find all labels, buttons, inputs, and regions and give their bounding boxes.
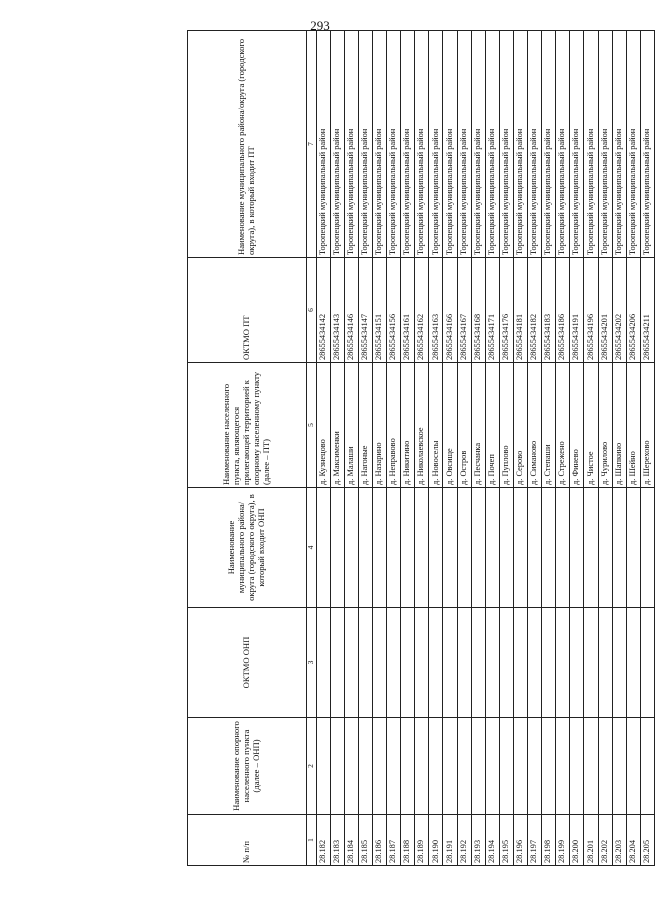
- row-number-cell: 28.201: [584, 815, 598, 866]
- header-onp-district: Наименование муниципального района/округа (городского округа), в который входит ОНП: [188, 488, 307, 608]
- onp-name-cell: [556, 718, 570, 815]
- pt-oktmo-cell: 28655434163: [429, 258, 443, 363]
- onp-oktmo-cell: [528, 608, 542, 718]
- pt-name-cell: д. Пуплово: [499, 363, 513, 488]
- row-number-cell: 28.197: [528, 815, 542, 866]
- onp-name-cell: [330, 718, 344, 815]
- pt-district-cell: Торопецкий муниципальный район: [584, 31, 598, 258]
- pt-name-cell: д. Нагоные: [358, 363, 372, 488]
- pt-district-cell: Торопецкий муниципальный район: [443, 31, 457, 258]
- onp-district-cell: [415, 488, 429, 608]
- pt-name-cell: д. Николаевское: [415, 363, 429, 488]
- table-row: [471, 31, 485, 866]
- header-pt-district: Наименование муниципального района/округа (городского округа), в который входит ПТ: [188, 31, 307, 258]
- row-number-cell: 28.190: [429, 815, 443, 866]
- pt-oktmo-cell: 28655434211: [640, 258, 654, 363]
- pt-name-cell: д. Серово: [513, 363, 527, 488]
- pt-oktmo-cell: 28655434166: [443, 258, 457, 363]
- row-number-cell: 28.182: [316, 815, 330, 866]
- pt-name-cell: д. Шерехово: [640, 363, 654, 488]
- pt-name-cell: д. Овсище: [443, 363, 457, 488]
- onp-name-cell: [542, 718, 556, 815]
- pt-name-cell: д. Чурилово: [598, 363, 612, 488]
- column-number-row: [307, 31, 317, 866]
- onp-district-cell: [485, 488, 499, 608]
- table-row: [401, 31, 415, 866]
- onp-district-cell: [358, 488, 372, 608]
- onp-district-cell: [626, 488, 640, 608]
- pt-oktmo-cell: 28655434146: [344, 258, 358, 363]
- pt-oktmo-cell: 28655434147: [358, 258, 372, 363]
- table-row: [344, 31, 358, 866]
- row-number-cell: 28.196: [513, 815, 527, 866]
- table-row: [485, 31, 499, 866]
- onp-district-cell: [373, 488, 387, 608]
- pt-name-cell: д. Неправово: [387, 363, 401, 488]
- column-number: 3: [307, 608, 317, 718]
- table-header-row: [188, 31, 307, 866]
- onp-district-cell: [499, 488, 513, 608]
- table-row: [373, 31, 387, 866]
- onp-oktmo-cell: [316, 608, 330, 718]
- onp-name-cell: [598, 718, 612, 815]
- pt-name-cell: д. Степаши: [542, 363, 556, 488]
- onp-district-cell: [457, 488, 471, 608]
- onp-name-cell: [584, 718, 598, 815]
- table-row: [626, 31, 640, 866]
- table-row: [316, 31, 330, 866]
- onp-oktmo-cell: [542, 608, 556, 718]
- onp-name-cell: [626, 718, 640, 815]
- pt-district-cell: Торопецкий муниципальный район: [358, 31, 372, 258]
- onp-name-cell: [485, 718, 499, 815]
- settlements-table: [187, 30, 655, 866]
- onp-district-cell: [598, 488, 612, 608]
- onp-name-cell: [528, 718, 542, 815]
- row-number-cell: 28.191: [443, 815, 457, 866]
- column-number: 7: [307, 31, 317, 258]
- pt-name-cell: д. Новоселы: [429, 363, 443, 488]
- table-row: [443, 31, 457, 866]
- onp-name-cell: [640, 718, 654, 815]
- header-pt-oktmo: ОКТМО ПТ: [188, 258, 307, 363]
- table-row: [542, 31, 556, 866]
- pt-oktmo-cell: 28655434156: [387, 258, 401, 363]
- onp-name-cell: [415, 718, 429, 815]
- pt-district-cell: Торопецкий муниципальный район: [415, 31, 429, 258]
- onp-oktmo-cell: [429, 608, 443, 718]
- onp-name-cell: [612, 718, 626, 815]
- pt-oktmo-cell: 28655434171: [485, 258, 499, 363]
- header-pt-name: Наименование населенного пункта, являющегося прилегающей территорией к опорному населенному пункту (далее – ПТ): [188, 363, 307, 488]
- pt-district-cell: Торопецкий муниципальный район: [471, 31, 485, 258]
- pt-oktmo-cell: 28655434196: [584, 258, 598, 363]
- pt-oktmo-cell: 28655434181: [513, 258, 527, 363]
- onp-district-cell: [556, 488, 570, 608]
- row-number-cell: 28.192: [457, 815, 471, 866]
- pt-district-cell: Торопецкий муниципальный район: [485, 31, 499, 258]
- column-number: 5: [307, 363, 317, 488]
- onp-oktmo-cell: [373, 608, 387, 718]
- table-row: [612, 31, 626, 866]
- onp-name-cell: [471, 718, 485, 815]
- table-row: [556, 31, 570, 866]
- pt-name-cell: д. Чистое: [584, 363, 598, 488]
- pt-district-cell: Торопецкий муниципальный район: [330, 31, 344, 258]
- pt-name-cell: д. Максименки: [330, 363, 344, 488]
- table-row: [640, 31, 654, 866]
- row-number-cell: 28.199: [556, 815, 570, 866]
- column-number: 2: [307, 718, 317, 815]
- table-row: [429, 31, 443, 866]
- onp-oktmo-cell: [401, 608, 415, 718]
- table-row: [457, 31, 471, 866]
- pt-oktmo-cell: 28655434142: [316, 258, 330, 363]
- header-onp-name: Наименование опорного населенного пункта (далее – ОНП): [188, 718, 307, 815]
- onp-district-cell: [429, 488, 443, 608]
- pt-oktmo-cell: 28655434176: [499, 258, 513, 363]
- column-number: 4: [307, 488, 317, 608]
- row-number-cell: 28.183: [330, 815, 344, 866]
- onp-name-cell: [499, 718, 513, 815]
- pt-district-cell: Торопецкий муниципальный район: [640, 31, 654, 258]
- pt-name-cell: д. Песчанка: [471, 363, 485, 488]
- table-row: [415, 31, 429, 866]
- onp-district-cell: [401, 488, 415, 608]
- onp-name-cell: [457, 718, 471, 815]
- onp-name-cell: [358, 718, 372, 815]
- onp-oktmo-cell: [387, 608, 401, 718]
- pt-name-cell: д. Шейно: [626, 363, 640, 488]
- pt-name-cell: д. Почеп: [485, 363, 499, 488]
- pt-name-cell: д. Никитино: [401, 363, 415, 488]
- onp-oktmo-cell: [640, 608, 654, 718]
- onp-oktmo-cell: [584, 608, 598, 718]
- table-row: [499, 31, 513, 866]
- table-row: [330, 31, 344, 866]
- pt-district-cell: Торопецкий муниципальный район: [570, 31, 584, 258]
- pt-oktmo-cell: 28655434202: [612, 258, 626, 363]
- onp-oktmo-cell: [626, 608, 640, 718]
- row-number-cell: 28.188: [401, 815, 415, 866]
- table-row: [358, 31, 372, 866]
- pt-oktmo-cell: 28655434186: [556, 258, 570, 363]
- onp-oktmo-cell: [570, 608, 584, 718]
- onp-district-cell: [640, 488, 654, 608]
- pt-oktmo-cell: 28655434168: [471, 258, 485, 363]
- onp-district-cell: [387, 488, 401, 608]
- column-number: 6: [307, 258, 317, 363]
- header-onp-oktmo: ОКТМО ОНП: [188, 608, 307, 718]
- table-row: [570, 31, 584, 866]
- page-number: 293: [310, 18, 330, 33]
- pt-oktmo-cell: 28655434201: [598, 258, 612, 363]
- pt-district-cell: Торопецкий муниципальный район: [499, 31, 513, 258]
- pt-district-cell: Торопецкий муниципальный район: [626, 31, 640, 258]
- onp-district-cell: [316, 488, 330, 608]
- table-row: [387, 31, 401, 866]
- pt-district-cell: Торопецкий муниципальный район: [513, 31, 527, 258]
- pt-oktmo-cell: 28655434161: [401, 258, 415, 363]
- onp-district-cell: [542, 488, 556, 608]
- row-number-cell: 28.205: [640, 815, 654, 866]
- row-number-cell: 28.193: [471, 815, 485, 866]
- pt-district-cell: Торопецкий муниципальный район: [457, 31, 471, 258]
- onp-name-cell: [373, 718, 387, 815]
- onp-name-cell: [513, 718, 527, 815]
- pt-district-cell: Торопецкий муниципальный район: [612, 31, 626, 258]
- pt-district-cell: Торопецкий муниципальный район: [429, 31, 443, 258]
- pt-district-cell: Торопецкий муниципальный район: [387, 31, 401, 258]
- onp-district-cell: [443, 488, 457, 608]
- onp-district-cell: [471, 488, 485, 608]
- pt-name-cell: д. Стрежено: [556, 363, 570, 488]
- onp-district-cell: [584, 488, 598, 608]
- pt-district-cell: Торопецкий муниципальный район: [344, 31, 358, 258]
- pt-name-cell: д. Остров: [457, 363, 471, 488]
- onp-oktmo-cell: [443, 608, 457, 718]
- onp-oktmo-cell: [485, 608, 499, 718]
- table-row: [584, 31, 598, 866]
- pt-oktmo-cell: 28655434191: [570, 258, 584, 363]
- onp-name-cell: [443, 718, 457, 815]
- pt-name-cell: д. Шапкино: [612, 363, 626, 488]
- pt-district-cell: Торопецкий муниципальный район: [316, 31, 330, 258]
- header-number: № п/п: [188, 815, 307, 866]
- row-number-cell: 28.200: [570, 815, 584, 866]
- pt-oktmo-cell: 28655434143: [330, 258, 344, 363]
- onp-oktmo-cell: [457, 608, 471, 718]
- pt-district-cell: Торопецкий муниципальный район: [542, 31, 556, 258]
- pt-oktmo-cell: 28655434151: [373, 258, 387, 363]
- pt-name-cell: д. Назарино: [373, 363, 387, 488]
- row-number-cell: 28.185: [358, 815, 372, 866]
- onp-name-cell: [387, 718, 401, 815]
- column-number: 1: [307, 815, 317, 866]
- onp-district-cell: [330, 488, 344, 608]
- pt-name-cell: д. Финево: [570, 363, 584, 488]
- table-row: [513, 31, 527, 866]
- onp-oktmo-cell: [344, 608, 358, 718]
- onp-name-cell: [344, 718, 358, 815]
- onp-oktmo-cell: [598, 608, 612, 718]
- table-container: [187, 38, 651, 866]
- onp-name-cell: [429, 718, 443, 815]
- table-row: [598, 31, 612, 866]
- row-number-cell: 28.186: [373, 815, 387, 866]
- table-body: [316, 31, 654, 866]
- row-number-cell: 28.202: [598, 815, 612, 866]
- onp-oktmo-cell: [499, 608, 513, 718]
- row-number-cell: 28.194: [485, 815, 499, 866]
- onp-oktmo-cell: [415, 608, 429, 718]
- row-number-cell: 28.195: [499, 815, 513, 866]
- pt-district-cell: Торопецкий муниципальный район: [373, 31, 387, 258]
- pt-oktmo-cell: 28655434167: [457, 258, 471, 363]
- onp-oktmo-cell: [513, 608, 527, 718]
- onp-district-cell: [513, 488, 527, 608]
- onp-district-cell: [344, 488, 358, 608]
- pt-oktmo-cell: 28655434162: [415, 258, 429, 363]
- onp-name-cell: [316, 718, 330, 815]
- row-number-cell: 28.187: [387, 815, 401, 866]
- row-number-cell: 28.204: [626, 815, 640, 866]
- pt-district-cell: Торопецкий муниципальный район: [528, 31, 542, 258]
- onp-district-cell: [570, 488, 584, 608]
- onp-name-cell: [401, 718, 415, 815]
- row-number-cell: 28.189: [415, 815, 429, 866]
- pt-oktmo-cell: 28655434206: [626, 258, 640, 363]
- row-number-cell: 28.203: [612, 815, 626, 866]
- row-number-cell: 28.198: [542, 815, 556, 866]
- onp-name-cell: [570, 718, 584, 815]
- pt-name-cell: д. Малаши: [344, 363, 358, 488]
- onp-oktmo-cell: [556, 608, 570, 718]
- pt-name-cell: д. Симаново: [528, 363, 542, 488]
- row-number-cell: 28.184: [344, 815, 358, 866]
- pt-oktmo-cell: 28655434182: [528, 258, 542, 363]
- onp-oktmo-cell: [358, 608, 372, 718]
- pt-district-cell: Торопецкий муниципальный район: [556, 31, 570, 258]
- onp-district-cell: [528, 488, 542, 608]
- onp-oktmo-cell: [612, 608, 626, 718]
- pt-district-cell: Торопецкий муниципальный район: [598, 31, 612, 258]
- pt-oktmo-cell: 28655434183: [542, 258, 556, 363]
- pt-name-cell: д. Кузнецово: [316, 363, 330, 488]
- onp-district-cell: [612, 488, 626, 608]
- table-row: [528, 31, 542, 866]
- pt-district-cell: Торопецкий муниципальный район: [401, 31, 415, 258]
- onp-oktmo-cell: [471, 608, 485, 718]
- onp-oktmo-cell: [330, 608, 344, 718]
